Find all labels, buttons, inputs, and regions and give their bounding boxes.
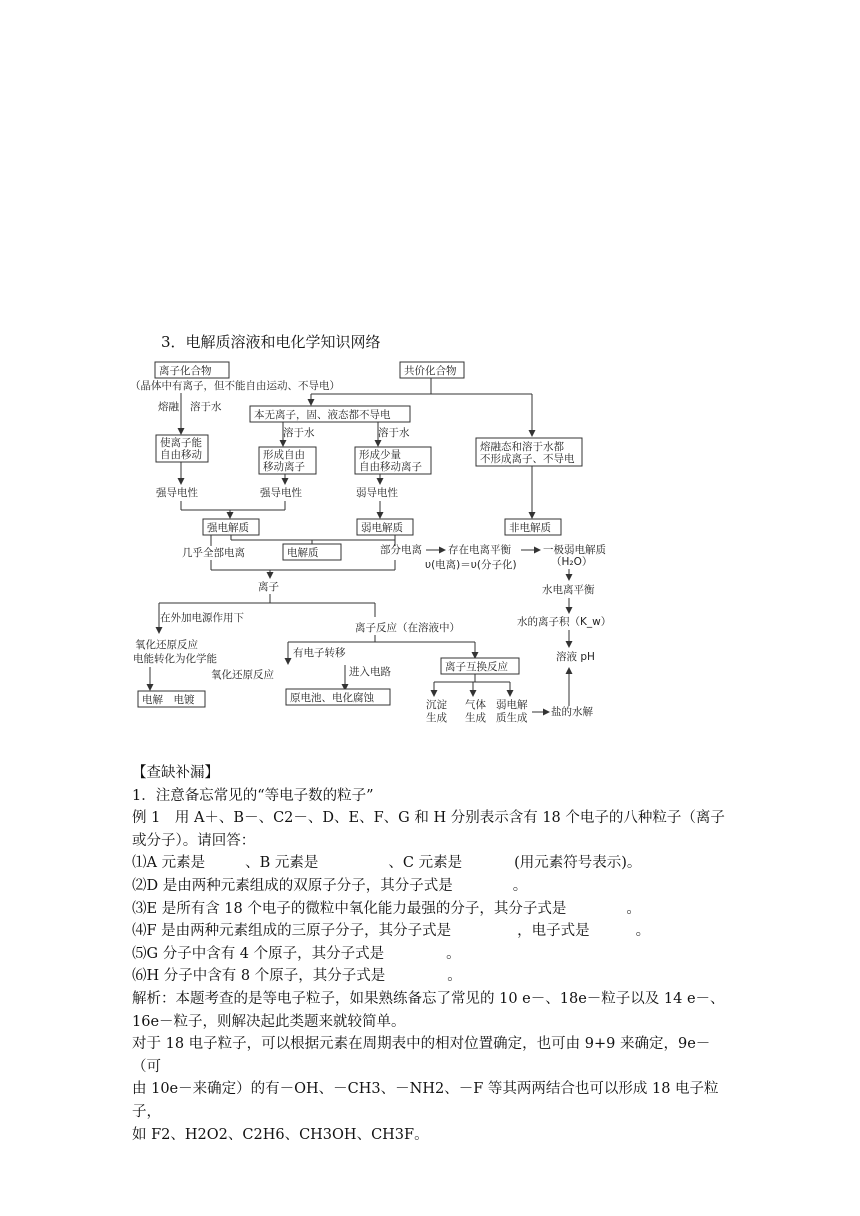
strong-cond-b: 强导电性 xyxy=(260,487,302,499)
h2o-label: （H₂O） xyxy=(551,556,593,568)
strong-electrolyte-label: 强电解质 xyxy=(207,522,249,534)
rate-eq: υ(电离)＝υ(分子化) xyxy=(425,559,517,571)
question-5: ⑸G 分子中含有 4 个原子，其分子式是 。 xyxy=(132,945,461,962)
free-ions-line1: 使离子能 xyxy=(160,437,202,449)
free-ions-line2: 自由移动 xyxy=(160,449,202,461)
covalent-compound-label: 共价化合物 xyxy=(404,365,457,377)
ionic-compound-label: 离子化合物 xyxy=(159,365,212,377)
form-few-line1: 形成少量 xyxy=(359,449,401,461)
precip-1: 沉淀 xyxy=(426,699,447,711)
question-3: ⑶E 是所有含 18 个电子的微粒中氧化能力最强的分子，其分子式是 。 xyxy=(132,900,641,917)
weak-gen-1: 弱电解 xyxy=(496,699,528,711)
strong-cond-a: 强导电性 xyxy=(156,487,198,499)
question-6: ⑹H 分子中含有 8 个原子，其分子式是 。 xyxy=(132,968,462,985)
electron-transfer: 有电子转移 xyxy=(293,647,346,659)
elec-to-chem: 电能转化为化学能 xyxy=(133,653,217,665)
example-1-line2: 或分子）。请回答： xyxy=(132,832,256,849)
melt-label: 熔融 xyxy=(158,401,179,413)
water-eq: 水电离平衡 xyxy=(542,584,595,596)
very-weak: 一极弱电解质 xyxy=(543,544,606,556)
ion-equilibrium: 存在电离平衡 xyxy=(448,544,511,556)
dissolve-b-label: 溶于水 xyxy=(378,427,410,439)
check-heading: 【查缺补漏】 xyxy=(132,765,219,781)
weak-electrolyte-label: 弱电解质 xyxy=(361,522,403,534)
section-title: 3．电解质溶液和电化学知识网络 xyxy=(161,333,381,351)
form-free-line1: 形成自由 xyxy=(263,449,305,461)
weak-gen-2: 质生成 xyxy=(496,712,528,724)
precip-2: 生成 xyxy=(426,712,447,724)
ion-exchange: 离子互换反应 xyxy=(445,661,508,673)
full-ionization: 几乎全部电离 xyxy=(182,547,245,559)
no-ions-label: 本无离子，固、液态都不导电 xyxy=(254,409,391,421)
redox: 氧化还原反应 xyxy=(135,639,198,651)
no-ions-both-line2: 不形成离子、不导电 xyxy=(480,453,575,465)
example-1-line1: 例 1 用 A＋、B－、C2－、D、E、F、G 和 H 分别表示含有 18 个电子的八种粒子（离子 xyxy=(132,810,725,827)
point-1: 1．注意备忘常见的“等电子数的粒子” xyxy=(132,787,374,804)
form-free-line2: 移动离子 xyxy=(263,461,305,473)
kw-label: 水的离子积（K_w） xyxy=(517,616,612,628)
text-block xyxy=(132,762,737,1146)
question-4: ⑷F 是由两种元素组成的三原子分子，其分子式是 ，电子式是 。 xyxy=(132,923,651,940)
salt-hydrolysis: 盐的水解 xyxy=(551,706,593,718)
analysis-line4: 由 10e－来确定）的有－OH、－CH3、－NH2、－F 等其两两结合也可以形成 18 电子粒子， xyxy=(132,1081,719,1120)
redox-2: 氧化还原反应 xyxy=(211,669,274,681)
weak-cond: 弱导电性 xyxy=(356,487,398,499)
analysis-line3: 对于 18 电子粒子，可以根据元素在周期表中的相对位置确定，也可由 9+9 来确定，9e－（可 xyxy=(132,1036,711,1075)
dissolve-label: 溶于水 xyxy=(190,401,222,413)
partial-ionization: 部分电离 xyxy=(380,544,422,556)
battery-corrosion: 原电池、电化腐蚀 xyxy=(290,692,374,704)
ext-power: 在外加电源作用下 xyxy=(160,612,244,624)
form-few-line2: 自由移动离子 xyxy=(359,461,422,473)
gas-1: 气体 xyxy=(465,699,486,711)
electrolyte-label: 电解质 xyxy=(287,547,319,559)
question-1: ⑴A 元素是 、B 元素是 、C 元素是 (用元素符号表示)。 xyxy=(132,855,642,872)
into-circuit: 进入电路 xyxy=(349,666,391,678)
analysis-line2: 16e－粒子，则解决起此类题来就较简单。 xyxy=(132,1013,406,1030)
no-ions-both-line1: 熔融态和溶于水都 xyxy=(480,441,564,453)
electrolysis-plating: 电解 电镀 xyxy=(142,694,195,706)
non-electrolyte-label: 非电解质 xyxy=(509,522,551,534)
analysis-line1: 解析：本题考查的是等电子粒子，如果熟练备忘了常见的 10 e－、18e－粒子以及 14 e－、 xyxy=(132,990,725,1007)
analysis-line5: 如 F2、H2O2、C2H6、CH3OH、CH3F。 xyxy=(132,1126,429,1143)
dissolve-a-label: 溶于水 xyxy=(283,427,315,439)
solution-ph: 溶液 pH xyxy=(556,651,595,663)
ions-label: 离子 xyxy=(258,581,279,593)
ion-reaction: 离子反应（在溶液中） xyxy=(355,622,460,634)
ionic-note: （晶体中有离子，但不能自由运动、不导电） xyxy=(130,380,340,392)
question-2: ⑵D 是由两种元素组成的双原子分子，其分子式是 。 xyxy=(132,877,528,894)
gas-2: 生成 xyxy=(465,712,486,724)
